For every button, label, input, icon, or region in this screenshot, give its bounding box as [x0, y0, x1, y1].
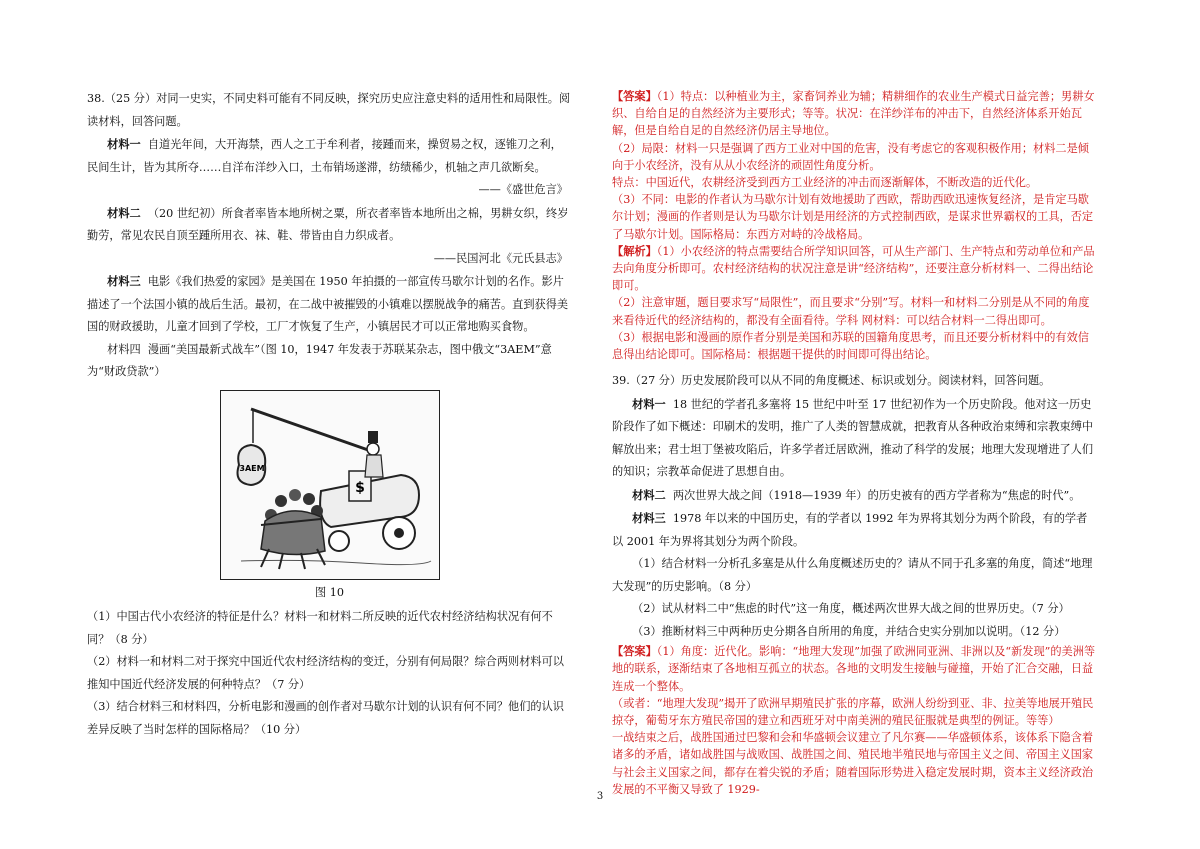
figure-caption: 图 10 — [315, 585, 344, 599]
q38-material-1 — [87, 133, 572, 179]
uncle-sam-hat — [368, 431, 378, 443]
answer-39-part-1b: （或者：“地理大发现”揭开了欧洲早期殖民扩张的序幕，欧洲人纷纷到亚、非、拉美等地展开殖民掠夺，葡萄牙东方殖民帝国的建立和西班牙对中南美洲的殖民征服就是典型的例证。等等） — [612, 696, 1094, 728]
material-label: 材料二 — [632, 487, 666, 502]
analysis-38-part-1 — [612, 243, 1096, 295]
answer-39 — [612, 643, 1096, 798]
material-label: 材料三 — [107, 274, 141, 288]
cartoon-figure — [220, 390, 440, 580]
answer-38-part-1 — [612, 88, 1096, 140]
q39-material-3 — [612, 507, 1096, 553]
answer-38-part-2b: 特点：中国近代，农耕经济受到西方工业经济的冲击而逐渐解体，不断改造的近代化。 — [612, 176, 1038, 190]
bag-label: 3AEM — [239, 463, 265, 473]
ground-line — [241, 560, 431, 564]
material-label: 材料一 — [632, 396, 666, 411]
q38-m2-source: ——民国河北《元氏县志》 — [433, 251, 568, 265]
wheel-hub — [394, 528, 404, 538]
q39-material-1 — [612, 393, 1096, 484]
material-label: 材料二 — [107, 205, 141, 220]
left-column — [87, 88, 572, 741]
lever-pole — [251, 409, 371, 451]
q39-material-2 — [612, 484, 1096, 508]
q39-question-3: （3）推断材料三中两种历史分期各自所用的角度，并结合史实分别加以说明。（12 分） — [632, 624, 1066, 638]
q38-material-4 — [87, 339, 572, 384]
uncle-sam-head — [367, 443, 379, 455]
uncle-sam-body — [365, 455, 383, 477]
q39-intro: 39.（27 分）历史发展阶段可以从不同的角度概述、标识或划分。阅读材料，回答问题。 — [612, 374, 1051, 388]
q39-question-2: （2）试从材料二中“焦虑的时代”这一角度，概述两次世界大战之间的世界历史。（7 分） — [632, 602, 1070, 616]
answer-39-part-2: 一战结束之后，战胜国通过巴黎和会和华盛顿会议建立了凡尔赛——华盛顿体系，该体系下隐含着诸多的矛盾，诸如战胜国与战败国、战胜国之间、殖民地半殖民地与帝国主义之间、帝国主义国家与社会主义国家之间，都存在着尖锐的矛盾；随着国际形势进入稳定发展时期，资本主义经济政治发展的不平衡又导致了 1929- — [612, 731, 1094, 796]
answer-38-part-3: （3）不同：电影的作者认为马歇尔计划有效地援助了西欧，帮助西欧迅速恢复经济，是肯定马歇尔计划；漫画的作者则是认为马歇尔计划是用经济的方式控制西欧，是谋求世界霸权的工具，否定了马歇尔计划。国际格局：东西方对峙的冷战格局。 — [612, 193, 1094, 241]
right-column — [612, 88, 1096, 798]
crowd — [261, 489, 325, 569]
tank-wheel-small — [329, 531, 349, 551]
q39-question-1: （1）结合材料一分析孔多塞是从什么角度概述历史的？请从不同于孔多塞的角度，简述“地理大发现”的历史影响。（8 分） — [612, 557, 1093, 593]
material-text: 电影《我们热爱的家园》是美国在 1950 年拍摄的一部宣传马歇尔计划的名作。影片描述了一个法国小镇的战后生活。最初，在二战中被摧毁的小镇难以摆脱战争的痛苦。直到获得美国的财政援助，儿童才回到了学校，工厂才恢复了生产，小镇居民才可以正常地购买食物。 — [87, 275, 569, 333]
analysis-38-part-3: （3）根据电影和漫画的原作者分别是美国和苏联的国籍角度思考，而且还要分析材料中的有效信息得出结论即可。国际格局：根据题干提供的时间即可得出结论。 — [612, 330, 1089, 362]
answer-tag: 【答案】 — [612, 89, 657, 103]
q38-question-2: （2）材料一和材料二对于探究中国近代农村经济结构的变迁，分别有何局限？综合两则材料可以推知中国近代经济发展的何种特点？（7 分） — [87, 655, 564, 691]
q38-question-1: （1）中国古代小农经济的特征是什么？材料一和材料二所反映的近代农村经济结构状况有何不同？（8 分） — [87, 610, 553, 646]
material-label: 材料四 — [107, 342, 141, 356]
material-text: 自道光年间，大开海禁，西人之工于牟利者，接踵而来，操贸易之权，逐锥刀之利，民间生计，皆为其所夺……自洋布洋纱入口，土布销场遂滞，纺绩稀少，机轴之声几欲断矣。 — [87, 138, 562, 174]
answer-text: （1）特点：以种植业为主，家畜饲养业为辅；精耕细作的农业生产模式日益完善；男耕女织、自给自足的自然经济为主要形式；等等。状况：在洋纱洋布的冲击下，自然经济体系开始瓦解，但是自给自足的自然经济仍居主导地位。 — [612, 90, 1095, 138]
analysis-38-part-2: （2）注意审题，题目要求写“局限性”，而且要求“分别”写。材料一和材料二分别是从不同的角度来看待近代的经济结构的，都没有全面看待。学科 网材料：可以结合材料一二得出即可。 — [612, 296, 1090, 327]
material-text: （20 世纪初）所食者率皆本地所树之粟，所衣者率皆本地所出之棉，男耕女织，终岁勤劳，常见农民自顶至踵所用衣、袜、鞋、带皆由自力织成者。 — [87, 206, 569, 242]
material-text: 漫画“美国最新式战车”（图 10，1947 年发表于苏联某杂志，图中俄文“3AEM”意为“财政贷款”） — [87, 342, 552, 378]
material-text: 1978 年以来的中国历史，有的学者以 1992 年为界将其划分为两个阶段，有的学者以 2001 年为界将其划分为两个阶段。 — [612, 512, 1088, 548]
analysis-text: （1）小农经济的特点需要结合所学知识回答，可从生产部门、生产特点和劳动单位和产品去向角度分析即可。农村经济结构的状况注意是讲“经济结构”，还要注意分析材料一、二得出结论即可。 — [612, 244, 1095, 293]
material-text: 18 世纪的学者孔多塞将 15 世纪中叶至 17 世纪初作为一个历史阶段。他对这一历史阶段作了如下概述：印刷术的发明，推广了人类的智慧成就，把教育从各种政治束缚和宗教束缚中解放出来；君士坦丁堡被攻陷后，许多学者迁居欧洲，推动了科学的发展；地理大发现增进了人们的知识；宗教革命促进了思想自由。 — [612, 397, 1094, 479]
analysis-tag: 【解析】 — [612, 243, 657, 258]
page-number: 3 — [596, 791, 604, 802]
q38-intro: 38.（25 分）对同一史实，不同史料可能有不同反映，探究历史应注意史料的适用性和局限性。阅读材料，回答问题。 — [87, 92, 571, 128]
answer-38 — [612, 88, 1096, 363]
material-text: 两次世界大战之间（1918—1939 年）的历史被有的西方学者称为“焦虑的时代”。 — [672, 488, 1081, 502]
q38-question-3: （3）结合材料三和材料四，分析电影和漫画的创作者对马歇尔计划的认识有何不同？他们的认识差异反映了当时怎样的国际格局？（10 分） — [87, 700, 564, 736]
q38-material-3 — [87, 270, 572, 339]
q38-m1-source: ——《盛世危言》 — [478, 183, 568, 196]
material-label: 材料一 — [107, 137, 141, 151]
dollar-symbol: $ — [355, 479, 365, 496]
answer-38-part-2: （2）局限：材料一只是强调了西方工业对中国的危害，没有考虑它的客观积极作用；材料二是倾向于小农经济，没有从从小农经济的顽固性角度分析。 — [612, 141, 1089, 172]
answer-tag: 【答案】 — [612, 644, 657, 659]
q38-material-2 — [87, 202, 572, 248]
answer-text: （1）角度：近代化。影响：“地理大发现”加强了欧洲同亚洲、非洲以及“新发现”的美洲等地的联系，逐渐结束了各地相互孤立的状态。各地的文明发生接触与碰撞，开始了汇合交融，日益连成一个整体。 — [612, 645, 1096, 693]
cartoon-drawing — [221, 391, 439, 579]
answer-39-part-1 — [612, 643, 1096, 695]
material-label: 材料三 — [632, 511, 666, 526]
